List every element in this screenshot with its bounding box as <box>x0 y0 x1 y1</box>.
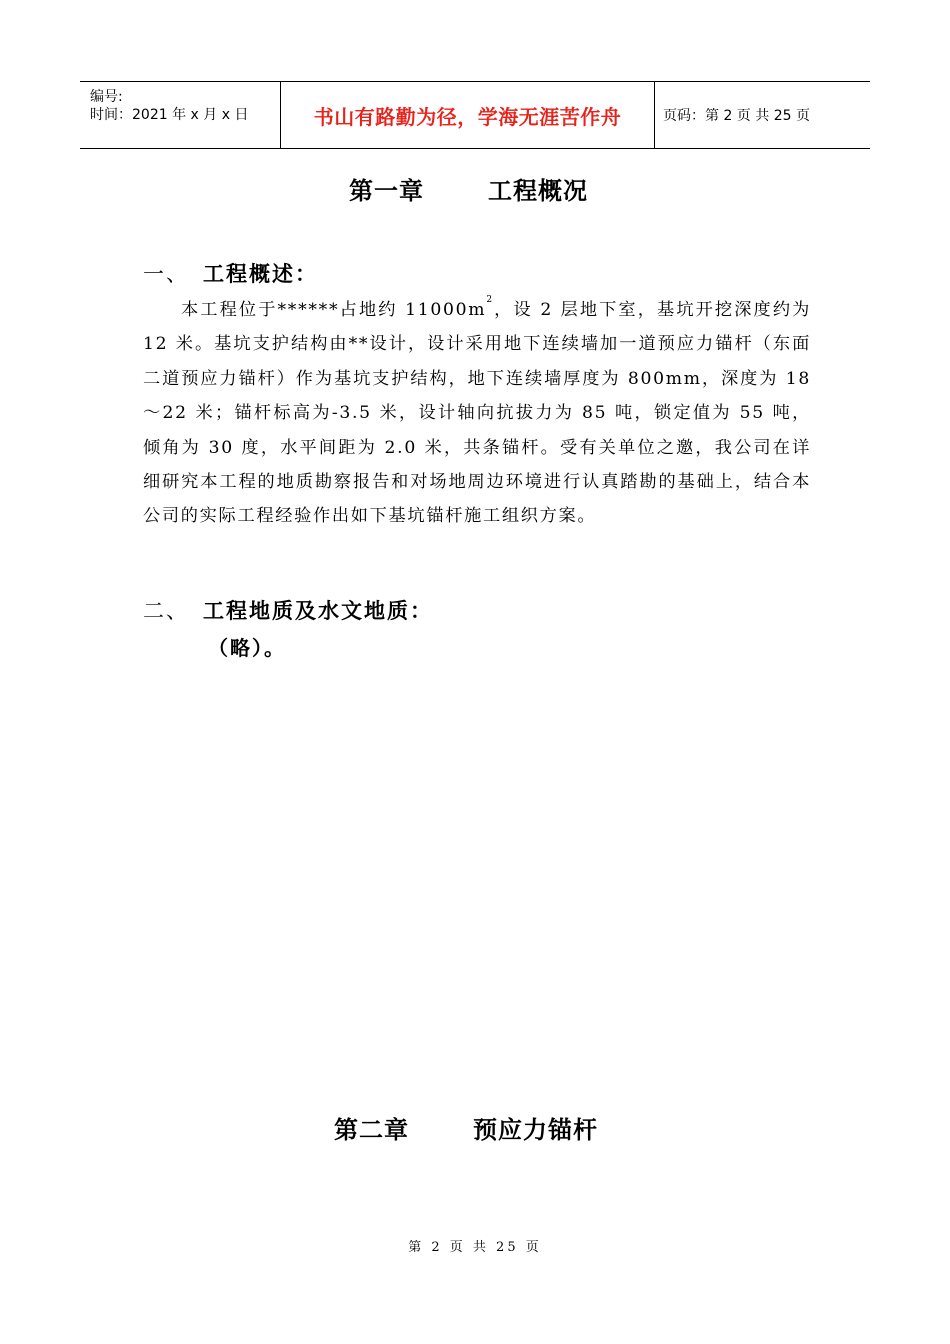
header-motto-cell <box>281 82 655 148</box>
chapter-2-title: 预应力锚杆 <box>473 1116 598 1144</box>
paragraph-text-start: 本工程位于******占地约 11000m <box>181 300 487 320</box>
overview-paragraph <box>143 293 811 534</box>
chapter-1-title: 工程概况 <box>488 177 588 205</box>
page-number-label: 页码：第 2 页 共 25 页 <box>663 108 810 124</box>
chapter-2-number: 第二章 <box>334 1116 409 1144</box>
serial-number-label: 编号: <box>90 89 123 105</box>
chapter-1-number: 第一章 <box>349 177 424 205</box>
header-info-cell <box>80 82 281 148</box>
section-2-number: 二、 <box>143 599 189 623</box>
section-1-number: 一、 <box>143 262 189 286</box>
date-label: 时间：2021 年 x 月 x 日 <box>90 107 249 123</box>
section-1-title: 工程概述： <box>203 262 318 286</box>
motto-text: 书山有路勤为径，学海无涯苦作舟 <box>313 104 622 129</box>
header-page-cell <box>655 82 870 148</box>
section-2-content: （略）。 <box>208 636 286 660</box>
page-footer: 第 2 页 共 25 页 <box>408 1240 542 1255</box>
chapter-1-heading <box>349 171 588 206</box>
section-1-heading <box>143 258 318 288</box>
section-2-heading <box>143 595 433 625</box>
area-unit-superscript: 2 <box>486 295 494 305</box>
section-2-title: 工程地质及水文地质： <box>203 599 433 623</box>
chapter-2-heading <box>334 1110 598 1145</box>
document-header <box>80 81 870 149</box>
paragraph-text-rest: ，设 2 层地下室，基坑开挖深度约为 12 米。基坑支护结构由**设计，设计采用地下连续墙加一道预应力锚杆（东面二道预应力锚杆）作为基坑支护结构，地下连续墙厚度为 800mm，深度为 18～22 米；锚杆标高为-3.5 米，设计轴向抗拔力为 85 吨，锁定值为 55 吨，倾角为 30 度，水平间距为 2.0 米，共条锚杆。受有关单位之邀，我公司在详细研究本工程的地质勘察报告和对场地周边环境进行认真踏勘的基础上，结合本公司的实际工程经验作出如下基坑锚杆施工组织方案。 <box>143 300 812 527</box>
